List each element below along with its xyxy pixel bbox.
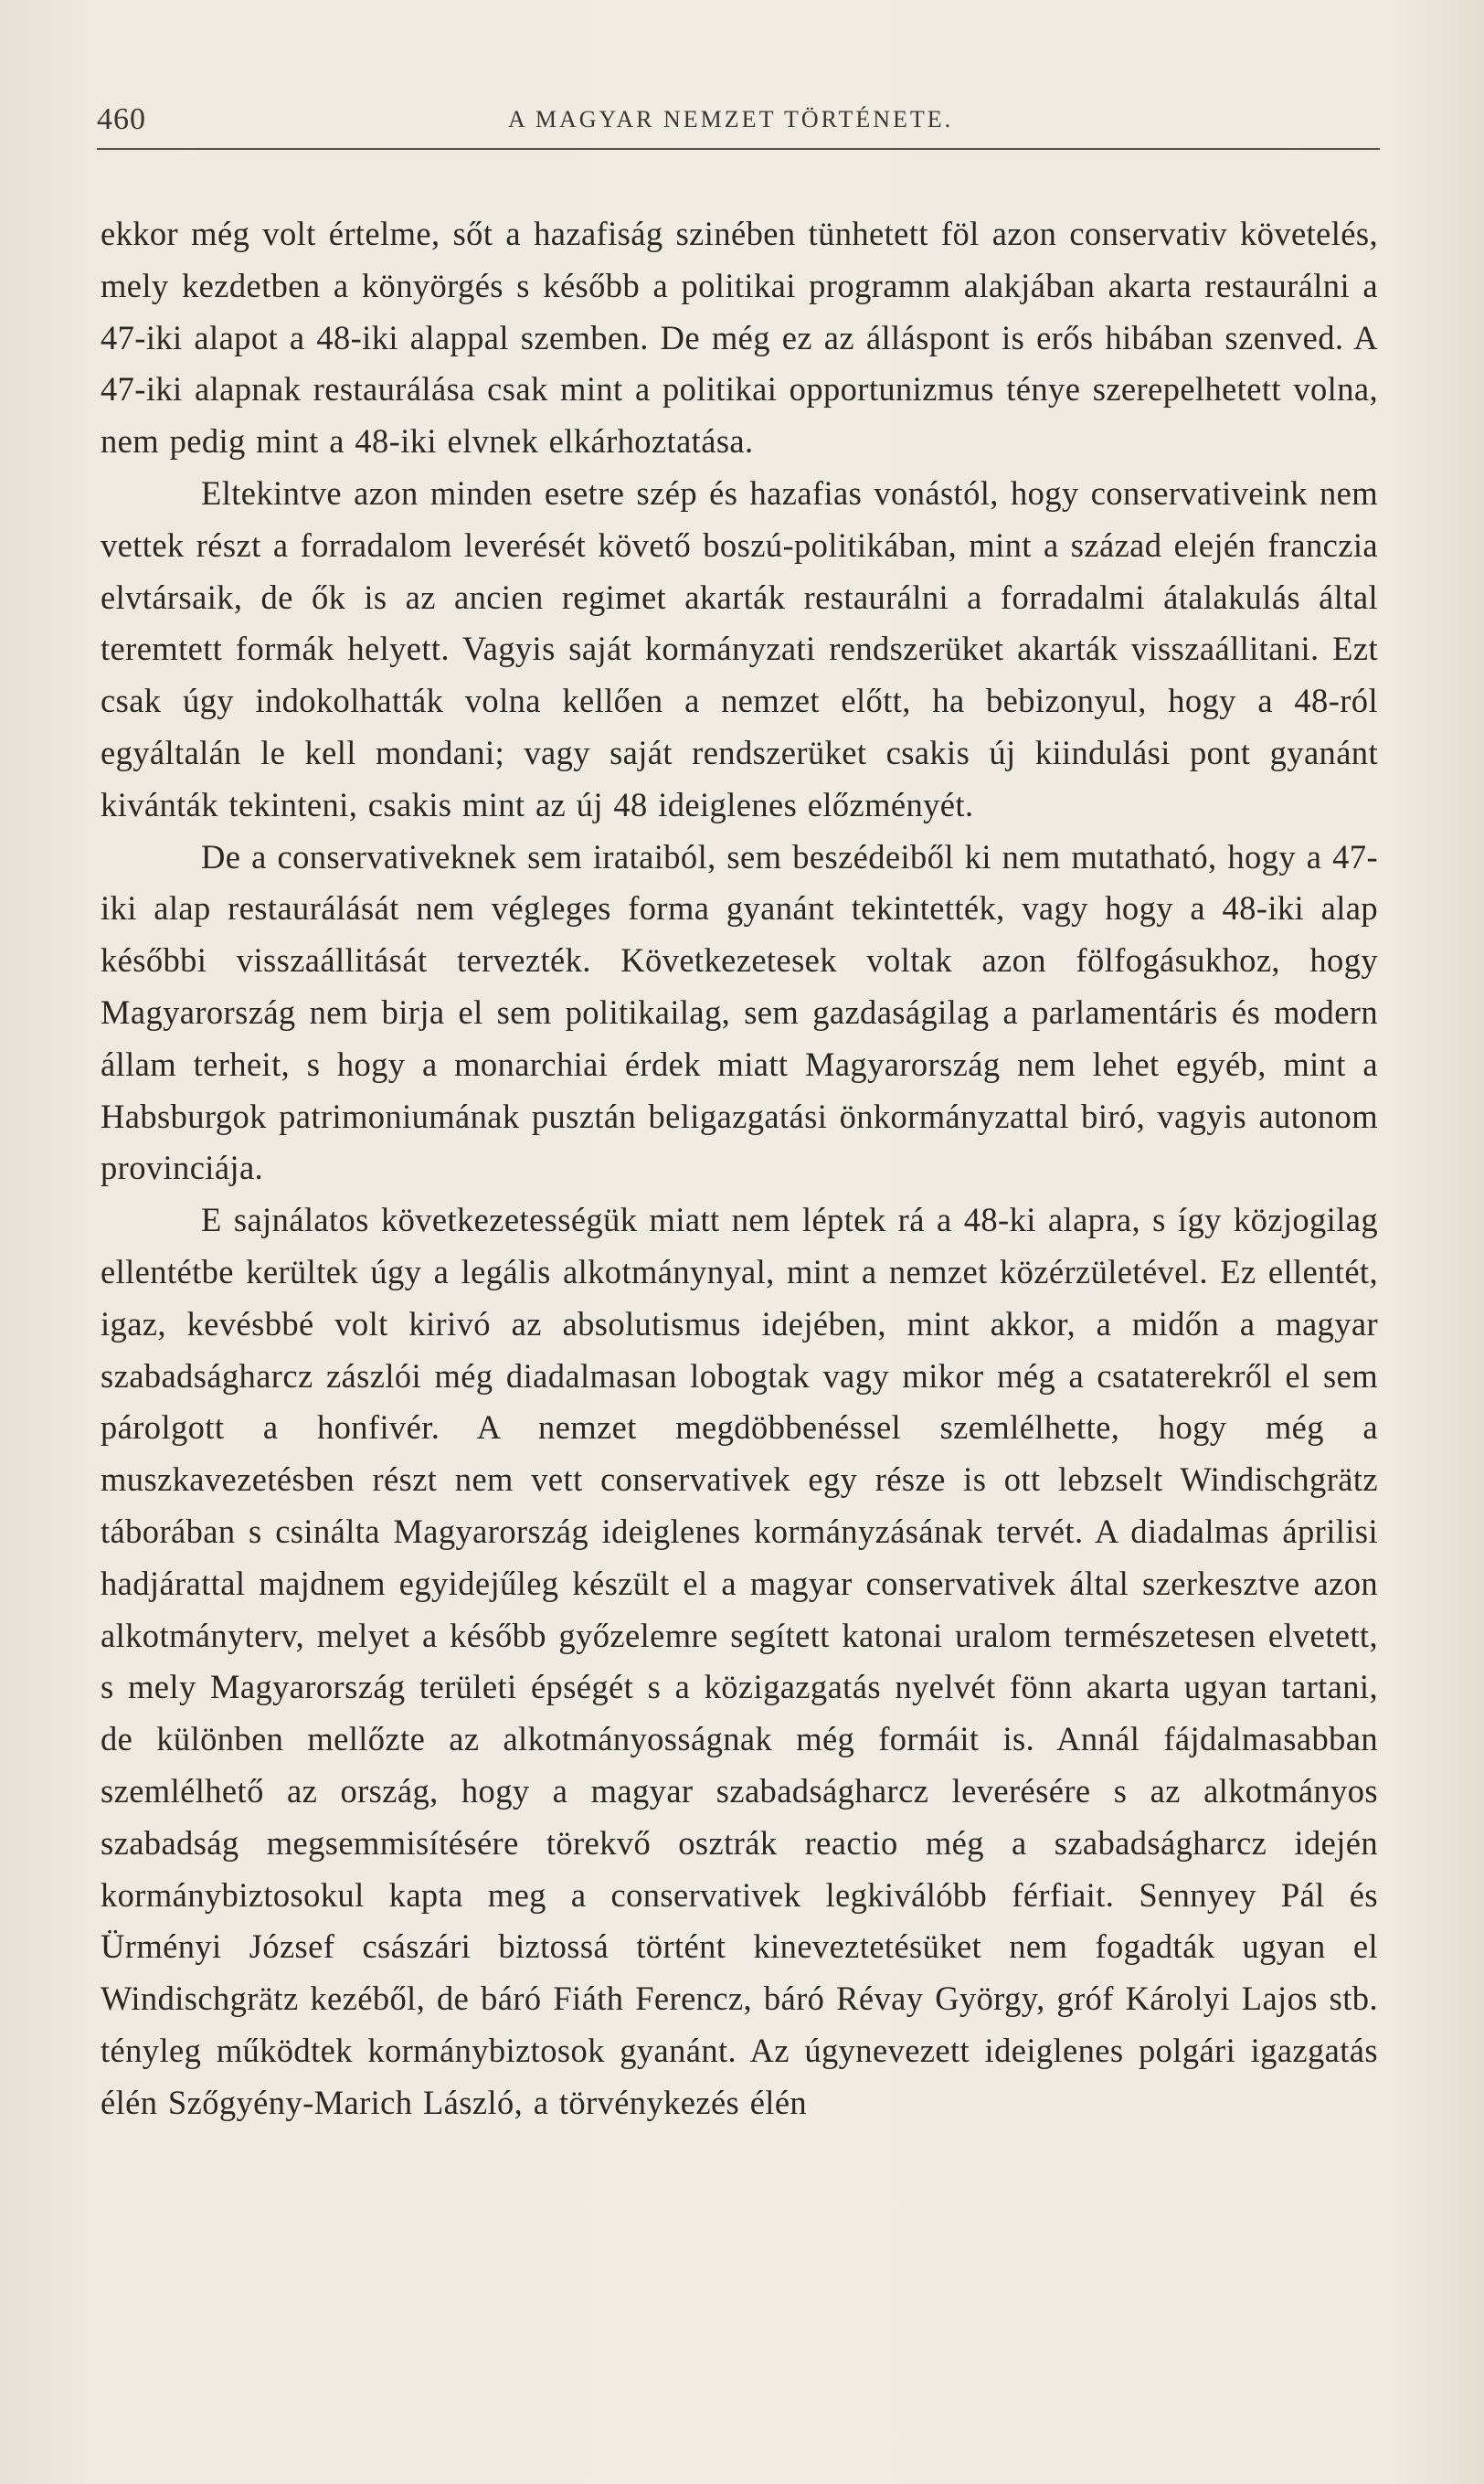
running-head bbox=[97, 102, 1380, 150]
paragraph: ekkor még volt értelme, sőt a hazafiság szinében tünhetett föl azon conservativ követelés, mely kezdetben a könyörgés s később a politikai programm alakjában akarta restaurálni a 47-iki alapot a 48-iki alappal szemben. De még ez az álláspont is erős hibában szenved. A 47-iki alapnak restaurálása csak mint a politikai opportunizmus ténye szerepelhetett volna, nem pedig mint a 48-iki elvnek elkárhoztatása. bbox=[101, 215, 1378, 461]
paragraph: De a conservativeknek sem irataiból, sem beszédeiből ki nem mutatható, hogy a 47-iki alap restaurálását nem végleges forma gyanánt tekintették, vagy hogy a 48-iki alap későbbi visszaállitását tervezték. Következetesek voltak azon fölfogásukhoz, hogy Magyarország nem birja el sem politikailag, sem gazdaságilag a parlamentáris és modern állam terheit, s hogy a monarchiai érdek miatt Magyarország nem lehet egyéb, mint a Habsburgok patrimoniumának pusztán beligazgatási önkormányzattal biró, vagyis autonom provinciája. bbox=[101, 837, 1378, 1187]
running-title: A MAGYAR NEMZET TÖRTÉNETE. bbox=[508, 106, 954, 133]
paragraph: E sajnálatos következetességük miatt nem léptek rá a 48-ki alapra, s így közjogilag ellentétbe kerültek úgy a legális alkotmánynyal, mint a nemzet közérzületével. Ez ellentét, igaz, kevésbbé volt kirivó az absolutismus idejében, mint akkor, a midőn a magyar szabadságharcz zászlói még diadalmasan lobogtak vagy mikor még a csataterekről el sem párolgott a honfivér. A nemzet megdöbbenéssel szemlélhette, hogy még a muszkavezetésben részt nem vett conservativek egy része is ott lebzselt Windischgrätz táborában s csinálta Magyarország ideiglenes kormányzásának tervét. A diadalmas áprilisi hadjárattal majdnem egyidejűleg készült el a magyar conservativek által szerkesztve azon alkotmányterv, melyet a később győzelemre segített katonai uralom természetesen elvetett, s mely Magyarország területi épségét s a közigazgatás nyelvét fönn akarta ugyan tartani, de különben mellőzte az alkotmányosságnak még formáit is. Annál fájdalmasabban szemlélhető az ország, hogy a magyar szabadságharcz leverésére s az alkotmányos szabadság megsemmisítésére törekvő osztrák reactio még a szabadságharcz idején kormánybiztosokul kapta meg a conservativek legkiválóbb férfiait. Sennyey Pál és Ürményi József császári biztossá történt kineveztetésüket nem fogadták ugyan el Windischgrätz kezéből, de báró Fiáth Ferencz, báró Révay György, gróf Károlyi Lajos stb. tényleg működtek kormánybiztosok gyanánt. Az úgynevezett ideiglenes polgári igazgatás élén Szőgyény-Marich László, a törvénykezés élén bbox=[101, 1201, 1378, 2121]
page-number: 460 bbox=[97, 102, 146, 136]
paragraph: Eltekintve azon minden esetre szép és hazafias vonástól, hogy conservativeink nem vettek részt a forradalom leverését követő boszú-politikában, mint a század elején franczia elvtársaik, de ők is az ancien regimet akarták restaurálni a forradalmi átalakulás által teremtett formák helyett. Vagyis saját kormányzati rendszerüket akarták visszaállitani. Ezt csak úgy indokolhatták volna kellően a nemzet előtt, ha bebizonyul, hogy a 48-ról egyáltalán le kell mondani; vagy saját rendszerüket csakis új kiindulási pont gyanánt kivánták tekinteni, csakis mint az új 48 ideiglenes előzményét. bbox=[101, 473, 1378, 823]
body-text bbox=[101, 208, 1378, 2128]
